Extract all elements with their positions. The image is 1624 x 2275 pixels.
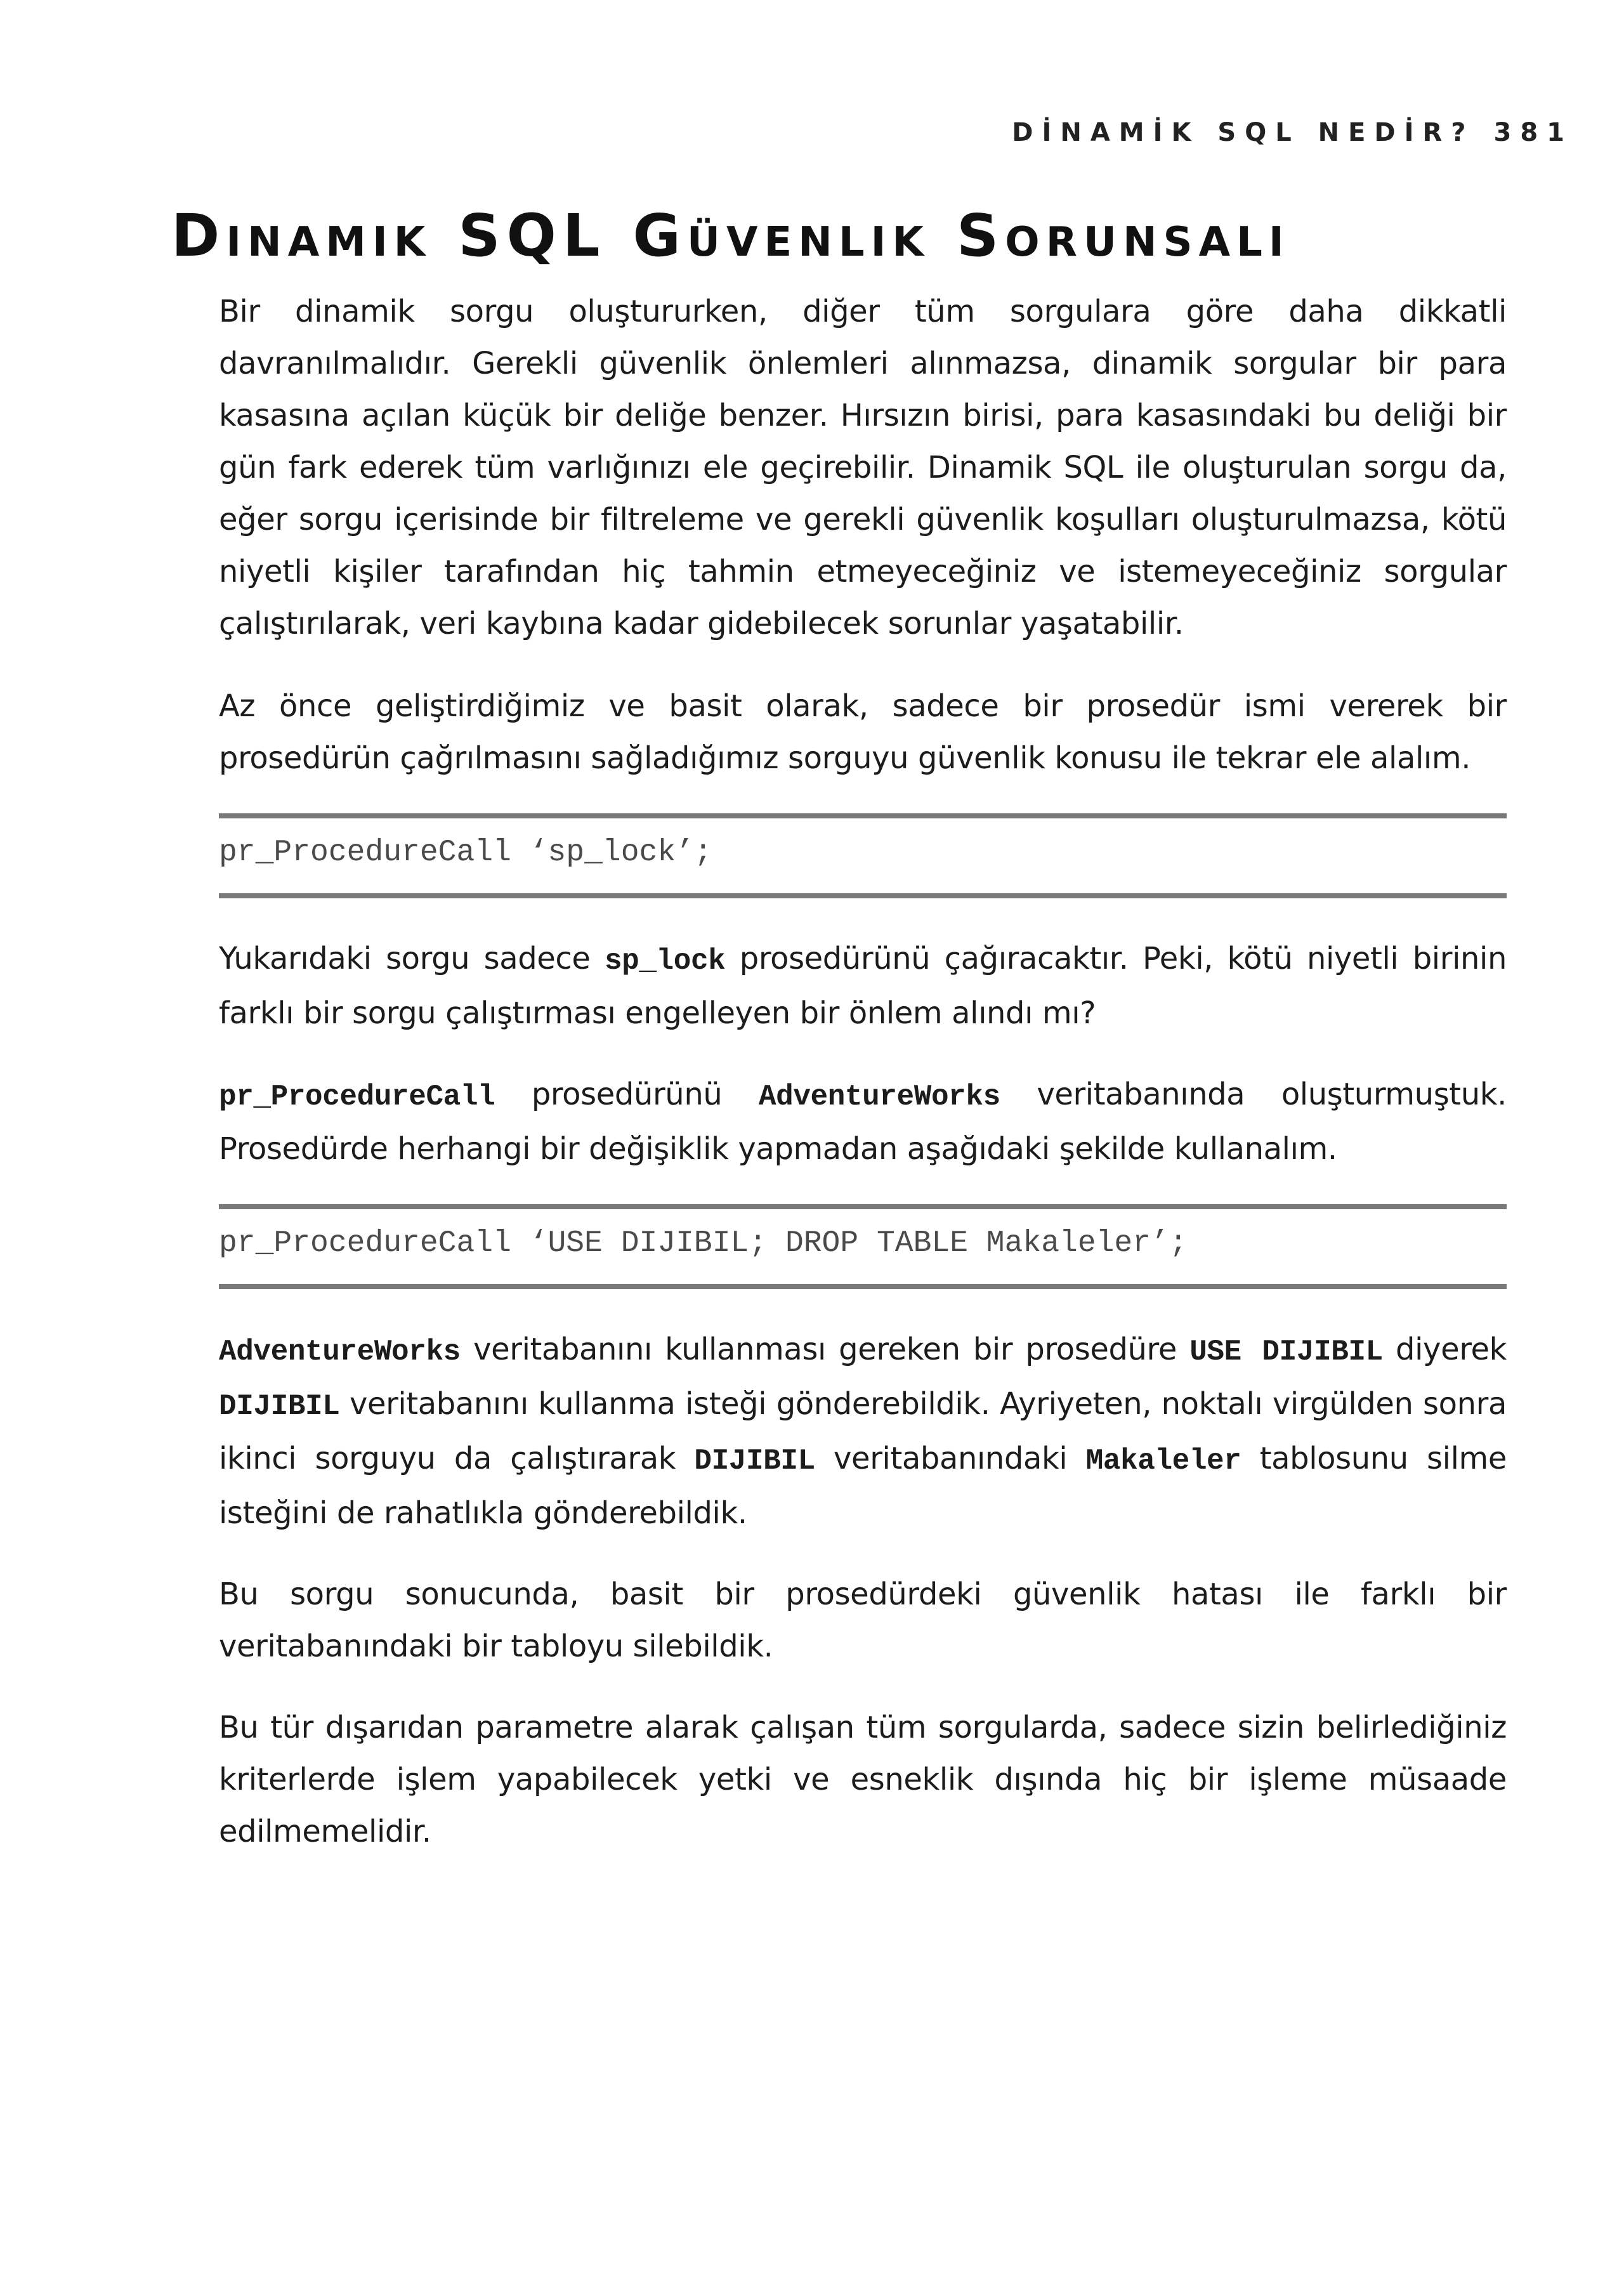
running-header-section: DİNAMİK SQL NEDİR? [1012,118,1475,147]
paragraph-recommendation: Bu tür dışarıdan parametre alarak çalışan tüm sorgularda, sadece sizin belirlediğiniz kriterlerde işlem yapabilecek yetki ve esneklik dışında hiç bir işleme müsaade edilmemelidir. [219,1710,1507,1849]
inline-code-adventureworks: AdventureWorks [758,1080,1000,1113]
text-run: veritabanını kullanması gereken bir prosedüre [460,1332,1190,1367]
page-number: 381 [1493,118,1573,147]
inline-code-makaleler: Makaleler [1085,1445,1241,1478]
text-run: prosedürünü çağıracaktır. Peki, kötü niyetli birinin farklı bir sorgu çalıştırması engelleyen bir önlem alındı mı? [219,941,1507,1031]
running-header [1012,118,1573,147]
body-content [219,285,1507,1887]
section-title: Dinamik SQL Güvenlik Sorunsalı [171,202,1290,270]
code-block-drop-table: pr_ProcedureCall ‘USE DIJIBIL; DROP TABLE Makaleler’; [219,1204,1507,1289]
inline-code-use-dijibil: USE DIJIBIL [1189,1335,1383,1368]
inline-code-pr-procedurecall: pr_ProcedureCall [219,1080,495,1113]
inline-code-dijibil: DIJIBIL [219,1390,340,1423]
text-run: diyerek [1382,1332,1507,1367]
text-run: veritabanındaki [815,1441,1086,1476]
paragraph-sp-lock-explanation [219,933,1507,1039]
text-run: tablosunu silme isteğini de rahatlıkla gönderebildik. [219,1441,1507,1531]
text-run: prosedürünü [495,1077,759,1112]
inline-code-sp-lock: sp_lock [604,945,726,978]
paragraph-procedure-usage [219,1068,1507,1175]
paragraph-revisit: Az önce geliştirdiğimiz ve basit olarak, sadece bir prosedür ismi vererek bir prosedürün çağrılmasını sağladığımız sorguyu güvenlik konusu ile tekrar ele alalım. [219,688,1507,776]
paragraph-injection-explanation [219,1323,1507,1539]
text-run: veritabanını kullanma isteği gönderebildik. Ayriyeten, noktalı virgülden sonra ikinci sorguyu da çalıştırarak [219,1386,1507,1476]
inline-code-adventureworks: AdventureWorks [219,1335,461,1368]
text-run: Yukarıdaki sorgu sadece [219,941,605,976]
paragraph-result: Bu sorgu sonucunda, basit bir prosedürdeki güvenlik hatası ile farklı bir veritabanındaki bir tabloyu silebildik. [219,1577,1507,1664]
code-block-sp-lock: pr_ProcedureCall ‘sp_lock’; [219,813,1507,898]
paragraph-intro: Bir dinamik sorgu oluştururken, diğer tüm sorgulara göre daha dikkatli davranılmalıdır. Gerekli güvenlik önlemleri alınmazsa, dinamik sorgular bir para kasasına açılan küçük bir deliğe benzer. Hırsızın birisi, para kasasındaki bu deliği bir gün fark ederek tüm varlığınızı ele geçirebilir. Dinamik SQL ile oluşturulan sorgu da, eğer sorgu içerisinde bir filtreleme ve gerekli güvenlik koşulları oluşturulmazsa, kötü niyetli kişiler tarafından hiç tahmin etmeyeceğiniz ve istemeyeceğiniz sorgular çalıştırılarak, veri kaybına kadar gidebilecek sorunlar yaşatabilir. [219,294,1507,641]
text-run: veritabanında oluşturmuştuk. Prosedürde herhangi bir değişiklik yapmadan aşağıdaki şekilde kullanalım. [219,1077,1507,1167]
inline-code-dijibil: DIJIBIL [694,1445,815,1478]
